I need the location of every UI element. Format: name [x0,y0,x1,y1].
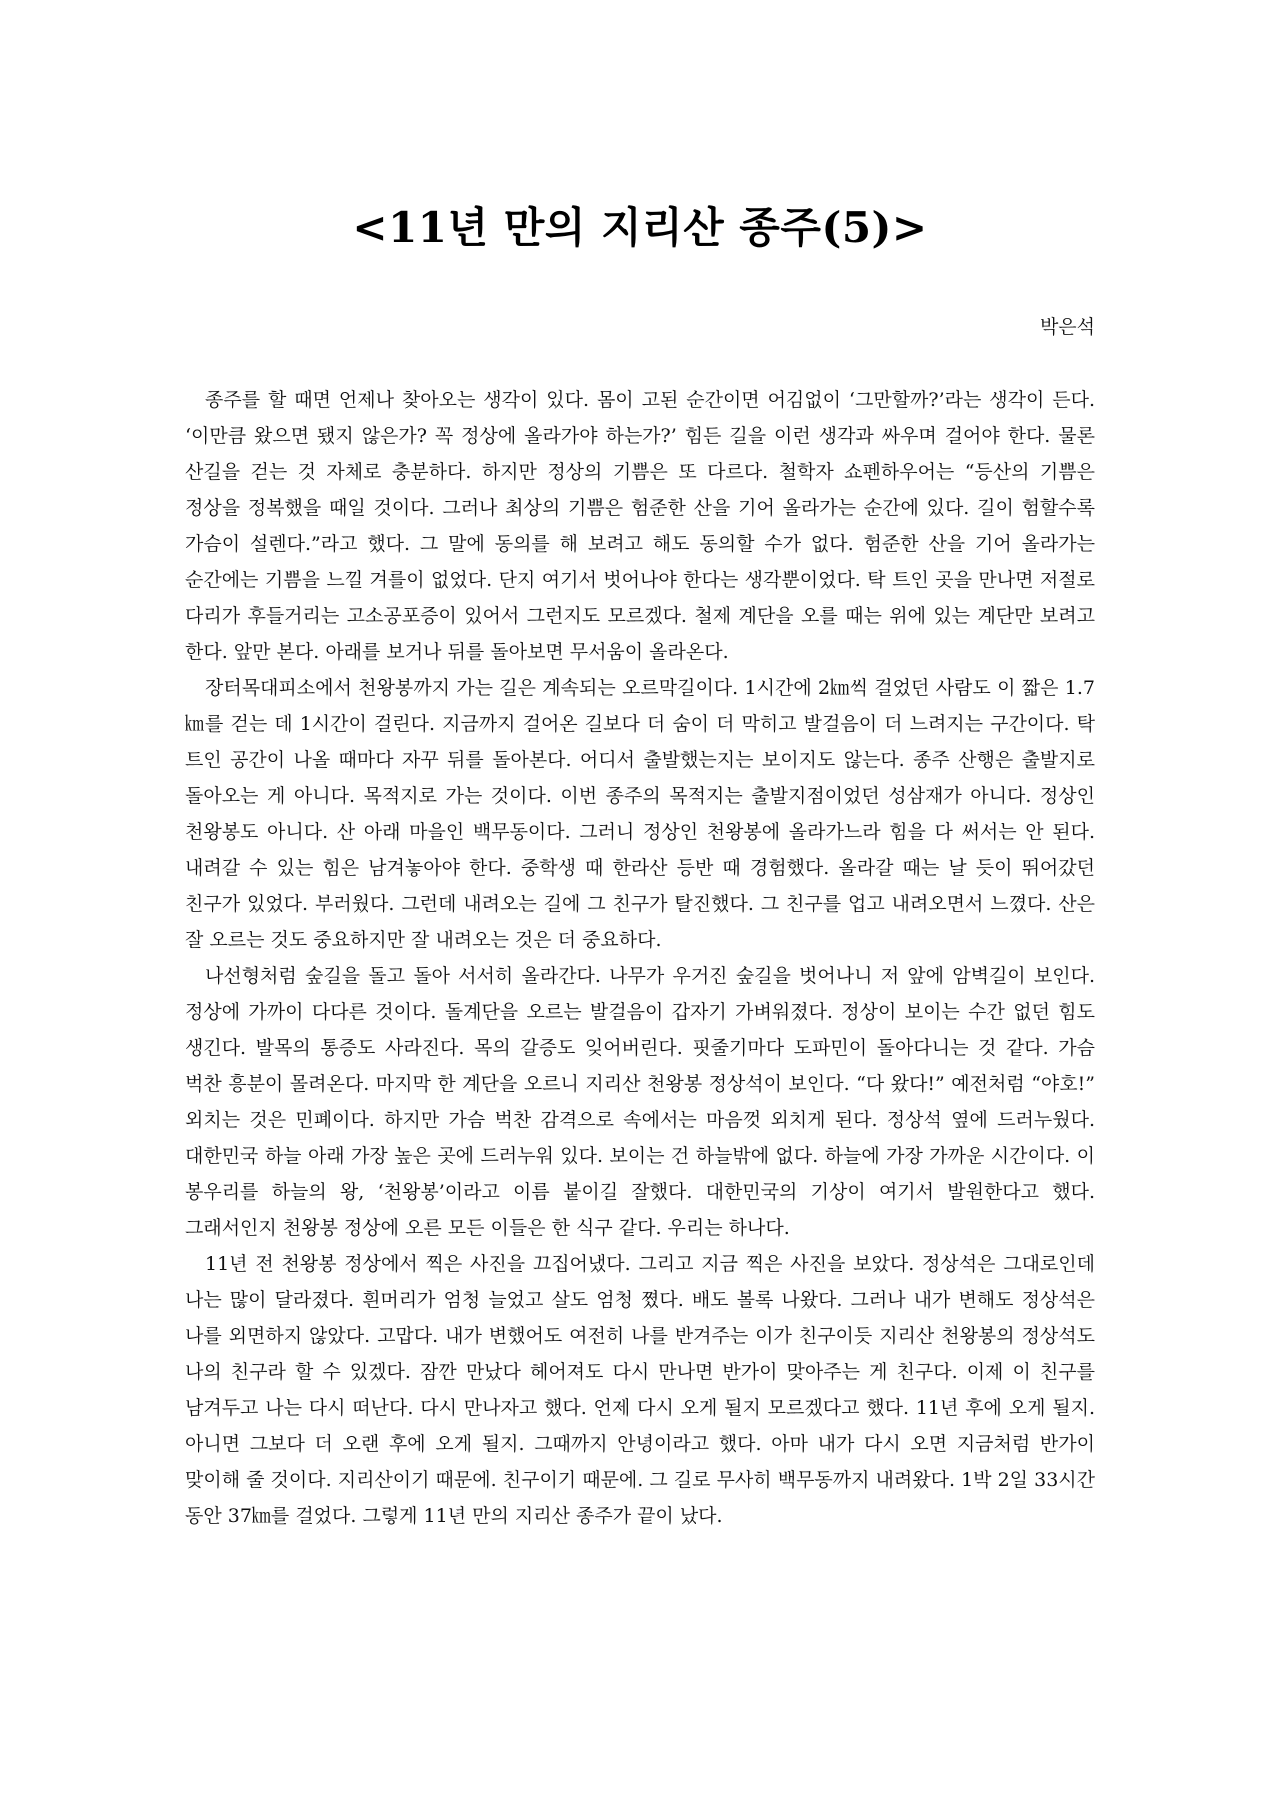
paragraph-3: 나선형처럼 숲길을 돌고 돌아 서서히 올라간다. 나무가 우거진 숲길을 벗어나니 저 앞에 암벽길이 보인다. 정상에 가까이 다다른 것이다. 돌계단을 오르는 발걸음이 갑자기 가벼워졌다. 정상이 보이는 수간 없던 힘도 생긴다. 발목의 통증도 사라진다. 목의 갈증도 잊어버린다. 핏줄기마다 도파민이 돌아다니는 것 같다. 가슴 벅찬 흥분이 몰려온다. 마지막 한 계단을 오르니 지리산 천왕봉 정상석이 보인다. “다 왔다!” 예전처럼 “야호!” 외치는 것은 민폐이다. 하지만 가슴 벅찬 감격으로 속에서는 마음껏 외치게 된다. 정상석 옆에 드러누웠다. 대한민국 하늘 아래 가장 높은 곳에 드러누워 있다. 보이는 건 하늘밖에 없다. 하늘에 가장 가까운 시간이다. 이 봉우리를 하늘의 왕, ‘천왕봉’이라고 이름 붙이길 잘했다. 대한민국의 기상이 여기서 발원한다고 했다. 그래서인지 천왕봉 정상에 오른 모든 이들은 한 식구 같다. 우리는 하나다. [185,965,1095,1239]
document-body [185,382,1095,1534]
document-title: <11년 만의 지리산 종주(5)> [352,203,928,252]
paragraph-1: 종주를 할 때면 언제나 찾아오는 생각이 있다. 몸이 고된 순간이면 어김없이 ‘그만할까?’라는 생각이 든다. ‘이만큼 왔으면 됐지 않은가? 꼭 정상에 올라가야 하는가?’ 힘든 길을 이런 생각과 싸우며 걸어야 한다. 물론 산길을 걷는 것 자체로 충분하다. 하지만 정상의 기쁨은 또 다르다. 철학자 쇼펜하우어는 “등산의 기쁨은 정상을 정복했을 때일 것이다. 그러나 최상의 기쁨은 험준한 산을 기어 올라가는 순간에 있다. 길이 험할수록 가슴이 설렌다.”라고 했다. 그 말에 동의를 해 보려고 해도 동의할 수가 없다. 험준한 산을 기어 올라가는 순간에는 기쁨을 느낄 겨를이 없었다. 단지 여기서 벗어나야 한다는 생각뿐이었다. 탁 트인 곳을 만나면 저절로 다리가 후들거리는 고소공포증이 있어서 그런지도 모르겠다. 철제 계단을 오를 때는 위에 있는 계단만 보려고 한다. 앞만 본다. 아래를 보거나 뒤를 돌아보면 무서움이 올라온다. [185,389,1095,663]
author-name: 박은석 [1039,316,1095,338]
paragraph-2: 장터목대피소에서 천왕봉까지 가는 길은 계속되는 오르막길이다. 1시간에 2㎞씩 걸었던 사람도 이 짧은 1.7㎞를 걷는 데 1시간이 걸린다. 지금까지 걸어온 길보다 더 숨이 더 막히고 발걸음이 더 느려지는 구간이다. 탁 트인 공간이 나올 때마다 자꾸 뒤를 돌아본다. 어디서 출발했는지는 보이지도 않는다. 종주 산행은 출발지로 돌아오는 게 아니다. 목적지로 가는 것이다. 이번 종주의 목적지는 출발지점이었던 성삼재가 아니다. 정상인 천왕봉도 아니다. 산 아래 마을인 백무동이다. 그러니 정상인 천왕봉에 올라가느라 힘을 다 써서는 안 된다. 내려갈 수 있는 힘은 남겨놓아야 한다. 중학생 때 한라산 등반 때 경험했다. 올라갈 때는 날 듯이 뛰어갔던 친구가 있었다. 부러웠다. 그런데 내려오는 길에 그 친구가 탈진했다. 그 친구를 업고 내려오면서 느꼈다. 산은 잘 오르는 것도 중요하지만 잘 내려오는 것은 더 중요하다. [185,677,1095,951]
paragraph-4: 11년 전 천왕봉 정상에서 찍은 사진을 끄집어냈다. 그리고 지금 찍은 사진을 보았다. 정상석은 그대로인데 나는 많이 달라졌다. 흰머리가 엄청 늘었고 살도 엄청 쪘다. 배도 볼록 나왔다. 그러나 내가 변해도 정상석은 나를 외면하지 않았다. 고맙다. 내가 변했어도 여전히 나를 반겨주는 이가 친구이듯 지리산 천왕봉의 정상석도 나의 친구라 할 수 있겠다. 잠깐 만났다 헤어져도 다시 만나면 반가이 맞아주는 게 친구다. 이제 이 친구를 남겨두고 나는 다시 떠난다. 다시 만나자고 했다. 언제 다시 오게 될지 모르겠다고 했다. 11년 후에 오게 될지. 아니면 그보다 더 오랜 후에 오게 될지. 그때까지 안녕이라고 했다. 아마 내가 다시 오면 지금처럼 반가이 맞이해 줄 것이다. 지리산이기 때문에. 친구이기 때문에. 그 길로 무사히 백무동까지 내려왔다. 1박 2일 33시간 동안 37㎞를 걸었다. 그렇게 11년 만의 지리산 종주가 끝이 났다. [185,1253,1095,1527]
